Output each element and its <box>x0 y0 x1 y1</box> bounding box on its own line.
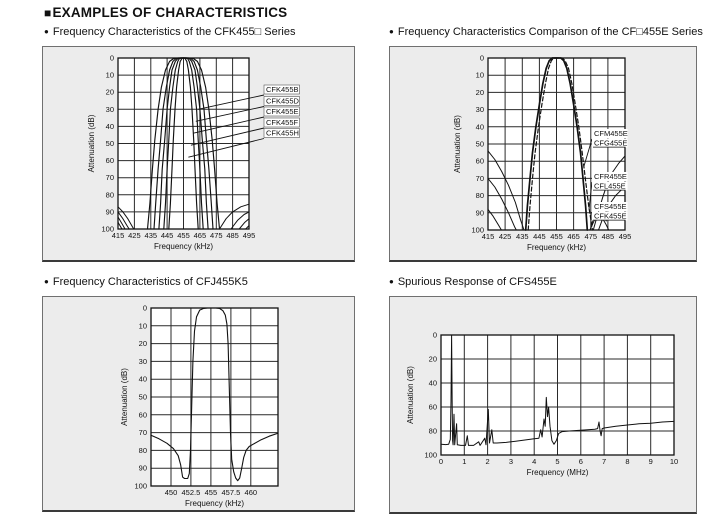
x-tick-label: 4 <box>532 457 537 466</box>
chart-title-cf455e-comparison <box>389 26 703 38</box>
x-tick-label: 7 <box>602 457 607 466</box>
x-tick-label: 465 <box>193 231 207 240</box>
y-tick-label: 90 <box>475 208 484 218</box>
chart-cfj455k5 <box>43 297 354 510</box>
y-tick-label: 60 <box>138 410 147 420</box>
y-tick-label: 0 <box>479 53 484 63</box>
chart-cf455e-comparison <box>390 47 696 260</box>
y-tick-label: 80 <box>105 190 114 200</box>
y-tick-label: 10 <box>138 321 147 331</box>
x-tick-label: 415 <box>111 231 125 240</box>
y-tick-label: 40 <box>105 121 114 131</box>
y-tick-label: 100 <box>424 450 437 460</box>
y-tick-label: 100 <box>101 224 114 234</box>
y-tick-label: 80 <box>475 191 484 201</box>
y-tick-label: 10 <box>105 70 114 80</box>
curve-label: CFK455H <box>266 128 299 138</box>
y-tick-label: 40 <box>138 374 147 384</box>
x-tick-label: 435 <box>516 232 529 241</box>
chart-cfk455-series <box>43 47 354 260</box>
y-tick-label: 70 <box>105 173 114 183</box>
x-tick-label: 450 <box>164 488 178 497</box>
chart-title-cfk455-series <box>44 26 295 38</box>
bullet-icon: ● <box>44 277 49 286</box>
square-bullet-icon: ■ <box>44 6 52 20</box>
x-tick-label: 465 <box>567 232 580 241</box>
page-title <box>44 5 287 20</box>
x-tick-label: 460 <box>244 488 258 497</box>
y-tick-label: 20 <box>138 339 147 349</box>
chart-title-text: Frequency Characteristics of the CFK455□ Series <box>52 26 296 38</box>
y-tick-label: 30 <box>475 105 484 115</box>
curve-label: CFL455E <box>594 181 626 191</box>
curve-label: CFS455E <box>594 202 627 211</box>
y-tick-label: 50 <box>475 139 484 149</box>
y-tick-label: 50 <box>138 392 147 402</box>
y-tick-label: 80 <box>138 445 147 455</box>
x-axis-label: Frequency (kHz) <box>526 243 587 252</box>
x-tick-label: 455 <box>550 232 563 241</box>
y-tick-label: 20 <box>428 354 437 364</box>
bullet-icon: ● <box>389 277 394 286</box>
chart-panel-cfj455k5 <box>42 296 355 512</box>
chart-title-text: Frequency Characteristics Comparison of the CF□455E Series <box>397 26 703 38</box>
y-tick-label: 60 <box>105 156 114 166</box>
curve-label: CFK455E <box>266 107 299 116</box>
chart-panel-cf455e-comparison <box>389 46 697 262</box>
y-tick-label: 100 <box>134 481 147 491</box>
y-axis-label: Attenuation (dB) <box>406 366 415 424</box>
x-tick-label: 2 <box>485 457 490 466</box>
chart-panel-cfk455-series <box>42 46 355 262</box>
x-tick-label: 445 <box>160 231 174 240</box>
y-tick-label: 50 <box>105 139 114 148</box>
y-tick-label: 70 <box>138 428 147 438</box>
x-tick-label: 455 <box>204 488 218 497</box>
curve-label: CFK455F <box>266 118 299 127</box>
x-tick-label: 485 <box>226 231 239 240</box>
y-tick-label: 70 <box>475 173 484 183</box>
x-tick-label: 452.5 <box>181 488 201 497</box>
x-tick-label: 457.5 <box>221 488 241 497</box>
x-axis-label: Frequency (kHz) <box>184 499 245 508</box>
x-axis-label: Frequency (kHz) <box>153 242 214 251</box>
x-tick-label: 485 <box>601 232 615 241</box>
y-tick-label: 0 <box>142 303 147 313</box>
chart-title-cfj455k5 <box>44 276 248 288</box>
x-tick-label: 475 <box>584 232 598 241</box>
x-tick-label: 8 <box>625 457 630 466</box>
x-tick-label: 0 <box>438 457 444 466</box>
chart-title-cfs455e-spurious <box>389 276 557 288</box>
x-tick-label: 415 <box>481 232 495 241</box>
x-tick-label: 9 <box>648 457 653 466</box>
x-tick-label: 435 <box>144 231 158 240</box>
chart-title-text: Frequency Characteristics of CFJ455K5 <box>52 276 248 288</box>
x-tick-label: 495 <box>618 232 632 241</box>
curve-label: CFR455E <box>594 172 627 181</box>
y-tick-label: 60 <box>428 402 437 412</box>
x-axis-label: Frequency (MHz) <box>526 468 589 477</box>
y-tick-label: 90 <box>138 463 147 473</box>
curve-label: CFK455B <box>266 85 299 94</box>
x-tick-label: 5 <box>555 457 560 466</box>
y-tick-label: 60 <box>475 156 484 166</box>
chart-cfs455e-spurious <box>390 297 696 512</box>
curve-label: CFG455E <box>594 138 628 148</box>
chart-title-text: Spurious Response of CFS455E <box>397 276 557 288</box>
bullet-icon: ● <box>44 27 49 36</box>
x-tick-label: 425 <box>498 232 512 241</box>
y-tick-label: 0 <box>432 330 437 340</box>
page-title-text: EXAMPLES OF CHARACTERISTICS <box>52 5 288 20</box>
x-tick-label: 6 <box>578 457 583 466</box>
x-tick-label: 475 <box>210 231 223 240</box>
y-tick-label: 0 <box>109 53 114 63</box>
x-tick-label: 425 <box>128 231 141 240</box>
y-tick-label: 10 <box>475 70 484 80</box>
y-tick-label: 40 <box>475 122 484 132</box>
curve-label: CFM455E <box>594 129 628 138</box>
y-tick-label: 40 <box>428 378 437 388</box>
y-axis-label: Attenuation (dB) <box>453 115 462 173</box>
x-tick-label: 495 <box>242 231 256 240</box>
y-tick-label: 30 <box>138 356 147 366</box>
y-axis-label: Attenuation (dB) <box>120 368 129 426</box>
x-tick-label: 3 <box>508 457 513 466</box>
curve-label: CFK455E <box>594 211 627 221</box>
chart-panel-cfs455e-spurious <box>389 296 697 514</box>
bullet-icon: ● <box>389 27 394 36</box>
x-tick-label: 1 <box>462 457 467 466</box>
y-axis-label: Attenuation (dB) <box>87 114 96 173</box>
y-tick-label: 20 <box>105 87 114 97</box>
y-tick-label: 90 <box>105 207 114 217</box>
y-tick-label: 20 <box>475 87 484 97</box>
x-tick-label: 10 <box>669 457 679 466</box>
y-tick-label: 30 <box>105 104 114 114</box>
y-tick-label: 80 <box>428 426 437 436</box>
curve-label: CFK455D <box>266 96 299 106</box>
x-tick-label: 455 <box>177 231 190 240</box>
x-tick-label: 445 <box>533 232 546 241</box>
y-tick-label: 100 <box>471 225 484 235</box>
